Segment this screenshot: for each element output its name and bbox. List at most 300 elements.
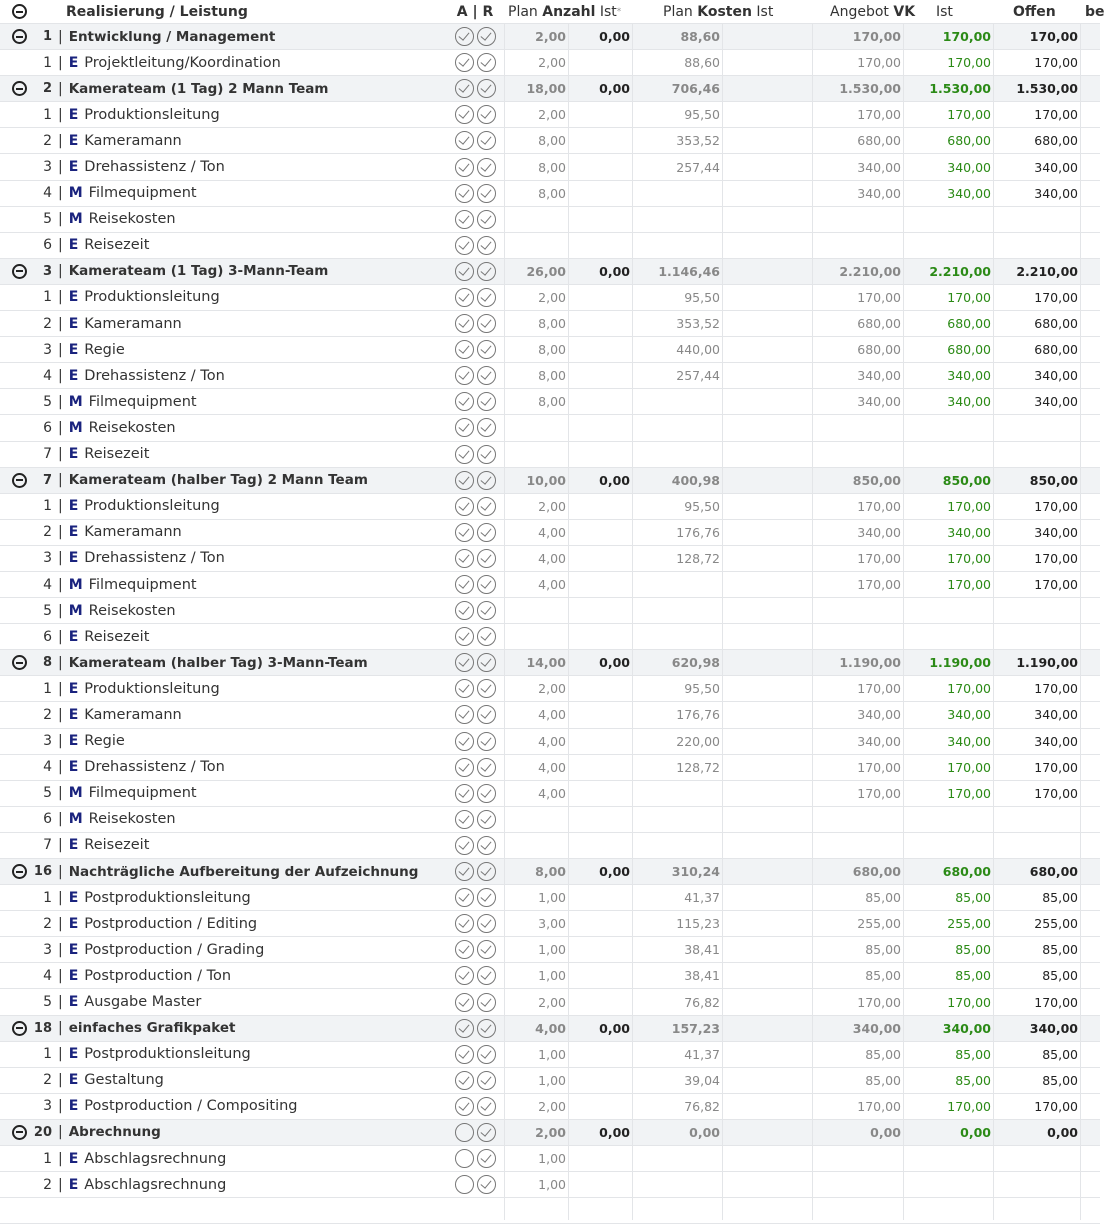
offen bbox=[994, 1146, 1078, 1171]
item-label[interactable]: Reisekosten bbox=[88, 602, 176, 619]
item-label[interactable]: Reisezeit bbox=[84, 628, 150, 645]
r-check-icon[interactable] bbox=[477, 575, 496, 594]
offen: 170,00 bbox=[1034, 681, 1078, 697]
separator: | bbox=[58, 889, 63, 906]
group-label[interactable]: Nachträgliche Aufbereitung der Aufzeichnung bbox=[68, 863, 419, 880]
row-label-cell bbox=[52, 781, 447, 806]
a-check-icon[interactable] bbox=[455, 758, 474, 777]
r-check-icon[interactable] bbox=[477, 784, 496, 803]
offen: 170,00 bbox=[1034, 785, 1078, 801]
plan-kosten: 39,04 bbox=[684, 1072, 720, 1088]
collapse-toggle[interactable] bbox=[8, 1016, 30, 1041]
row-position: 5 bbox=[43, 211, 52, 228]
ist-kosten bbox=[723, 311, 810, 336]
item-label[interactable]: Produktionsleitung bbox=[84, 289, 220, 306]
offen: 850,00 bbox=[1029, 472, 1078, 488]
r-check-icon[interactable] bbox=[477, 1149, 496, 1168]
r-check-icon[interactable] bbox=[477, 184, 496, 203]
item-row[interactable] bbox=[0, 1146, 1100, 1172]
a-check-icon[interactable] bbox=[455, 810, 474, 829]
r-check-icon[interactable] bbox=[477, 1019, 496, 1038]
item-label[interactable]: Drehassistenz / Ton bbox=[84, 367, 225, 384]
item-label[interactable]: Reisekosten bbox=[88, 211, 176, 228]
r-check-icon[interactable] bbox=[477, 288, 496, 307]
item-row[interactable] bbox=[0, 1068, 1100, 1094]
a-check-icon[interactable] bbox=[455, 653, 474, 672]
ist-anzahl: 0,00 bbox=[599, 29, 630, 45]
item-row[interactable] bbox=[0, 50, 1100, 76]
item-label[interactable]: Filmequipment bbox=[88, 576, 197, 593]
r-check-icon[interactable] bbox=[477, 105, 496, 124]
row-position: 7 bbox=[43, 837, 52, 854]
a-empty-circle-icon[interactable] bbox=[455, 1175, 474, 1194]
a-check-icon[interactable] bbox=[455, 184, 474, 203]
ar-status bbox=[455, 102, 503, 127]
angebot-vk bbox=[813, 598, 901, 623]
r-check-icon[interactable] bbox=[477, 445, 496, 464]
group-label[interactable]: Kamerateam (1 Tag) 2 Mann Team bbox=[68, 80, 329, 97]
item-label[interactable]: Drehassistenz / Ton bbox=[84, 550, 225, 567]
item-label[interactable]: Reisekosten bbox=[88, 419, 176, 436]
group-label[interactable]: Abrechnung bbox=[68, 1124, 161, 1141]
row-position: 5 bbox=[43, 785, 52, 802]
item-label[interactable]: Abschlagsrechnung bbox=[84, 1150, 227, 1167]
r-check-icon[interactable] bbox=[477, 1045, 496, 1064]
a-check-icon[interactable] bbox=[455, 523, 474, 542]
item-row[interactable] bbox=[0, 729, 1100, 755]
item-row[interactable] bbox=[0, 885, 1100, 911]
r-check-icon[interactable] bbox=[477, 27, 496, 46]
row-label-cell bbox=[52, 911, 447, 936]
collapse-toggle[interactable] bbox=[8, 859, 30, 884]
collapse-toggle[interactable] bbox=[8, 24, 30, 49]
header-ar: A | R bbox=[456, 3, 494, 20]
a-empty-circle-icon[interactable] bbox=[455, 1123, 474, 1142]
r-check-icon[interactable] bbox=[477, 549, 496, 568]
item-row[interactable] bbox=[0, 154, 1100, 180]
group-row[interactable] bbox=[0, 650, 1100, 676]
offen: 170,00 bbox=[1034, 1098, 1078, 1114]
ist-kosten bbox=[723, 546, 810, 571]
item-label[interactable]: Projektleitung/Koordination bbox=[84, 54, 281, 71]
vk-ist: 340,00 bbox=[947, 707, 991, 723]
item-row[interactable] bbox=[0, 494, 1100, 520]
item-row[interactable] bbox=[0, 181, 1100, 207]
angebot-vk bbox=[813, 1146, 901, 1171]
item-row[interactable] bbox=[0, 911, 1100, 937]
r-check-icon[interactable] bbox=[477, 601, 496, 620]
ist-anzahl bbox=[569, 1094, 630, 1119]
group-row[interactable] bbox=[0, 259, 1100, 285]
group-row[interactable] bbox=[0, 1120, 1100, 1146]
group-row[interactable] bbox=[0, 859, 1100, 885]
item-label[interactable]: Kameramann bbox=[84, 524, 182, 541]
item-label[interactable]: Ausgabe Master bbox=[84, 994, 202, 1011]
a-check-icon[interactable] bbox=[455, 366, 474, 385]
row-position: 2 bbox=[43, 132, 52, 149]
a-check-icon[interactable] bbox=[455, 1071, 474, 1090]
item-label[interactable]: Reisezeit bbox=[84, 237, 150, 254]
r-check-icon[interactable] bbox=[477, 392, 496, 411]
item-row[interactable] bbox=[0, 363, 1100, 389]
item-row[interactable] bbox=[0, 285, 1100, 311]
a-check-icon[interactable] bbox=[455, 236, 474, 255]
item-row[interactable] bbox=[0, 1094, 1100, 1120]
a-check-icon[interactable] bbox=[455, 784, 474, 803]
item-row[interactable] bbox=[0, 546, 1100, 572]
angebot-vk: 850,00 bbox=[852, 472, 901, 488]
group-label[interactable]: einfaches Grafikpaket bbox=[68, 1020, 236, 1037]
item-row[interactable] bbox=[0, 676, 1100, 702]
ist-kosten bbox=[723, 1094, 810, 1119]
ist-kosten bbox=[723, 154, 810, 179]
a-check-icon[interactable] bbox=[455, 732, 474, 751]
ar-status bbox=[455, 468, 503, 493]
row-type-letter: M bbox=[68, 811, 83, 828]
ist-anzahl: 0,00 bbox=[599, 263, 630, 279]
a-check-icon[interactable] bbox=[455, 705, 474, 724]
item-row[interactable] bbox=[0, 520, 1100, 546]
item-row[interactable] bbox=[0, 207, 1100, 233]
item-label[interactable]: Abschlagsrechnung bbox=[84, 1176, 227, 1193]
separator: | bbox=[58, 654, 63, 671]
item-label[interactable]: Postproduction / Ton bbox=[84, 967, 232, 984]
item-label[interactable]: Produktionsleitung bbox=[84, 498, 220, 515]
row-label-cell bbox=[52, 102, 447, 127]
r-check-icon[interactable] bbox=[477, 236, 496, 255]
r-check-icon[interactable] bbox=[477, 1071, 496, 1090]
vk-ist: 340,00 bbox=[947, 159, 991, 175]
r-check-icon[interactable] bbox=[477, 53, 496, 72]
row-position: 1 bbox=[43, 889, 52, 906]
ist-kosten bbox=[723, 76, 810, 101]
item-label[interactable]: Postproduktionsleitung bbox=[84, 1046, 251, 1063]
item-label[interactable]: Produktionsleitung bbox=[84, 106, 220, 123]
plan-anzahl: 4,00 bbox=[538, 733, 566, 749]
ist-kosten bbox=[723, 1042, 810, 1067]
a-check-icon[interactable] bbox=[455, 392, 474, 411]
group-row[interactable] bbox=[0, 468, 1100, 494]
a-check-icon[interactable] bbox=[455, 549, 474, 568]
angebot-vk: 2.210,00 bbox=[839, 263, 901, 279]
ist-anzahl bbox=[569, 572, 630, 597]
plan-anzahl: 4,00 bbox=[535, 1020, 566, 1036]
item-row[interactable] bbox=[0, 937, 1100, 963]
vk-ist bbox=[904, 833, 991, 858]
item-row[interactable] bbox=[0, 833, 1100, 859]
r-check-icon[interactable] bbox=[477, 262, 496, 281]
a-check-icon[interactable] bbox=[455, 210, 474, 229]
a-check-icon[interactable] bbox=[455, 53, 474, 72]
item-row[interactable] bbox=[0, 572, 1100, 598]
item-row[interactable] bbox=[0, 963, 1100, 989]
plan-anzahl: 2,00 bbox=[535, 1124, 566, 1140]
a-check-icon[interactable] bbox=[455, 340, 474, 359]
item-row[interactable] bbox=[0, 624, 1100, 650]
r-check-icon[interactable] bbox=[477, 210, 496, 229]
a-check-icon[interactable] bbox=[455, 27, 474, 46]
collapse-toggle[interactable] bbox=[8, 76, 30, 101]
item-label[interactable]: Filmequipment bbox=[88, 785, 197, 802]
row-type-letter: E bbox=[68, 1098, 79, 1115]
r-check-icon[interactable] bbox=[477, 758, 496, 777]
item-label[interactable]: Filmequipment bbox=[88, 185, 197, 202]
item-row[interactable] bbox=[0, 755, 1100, 781]
vk-ist: 680,00 bbox=[947, 133, 991, 149]
a-check-icon[interactable] bbox=[455, 497, 474, 516]
ist-kosten bbox=[723, 415, 810, 440]
r-check-icon[interactable] bbox=[477, 418, 496, 437]
row-type-letter: E bbox=[68, 706, 79, 723]
plan-kosten: 88,60 bbox=[684, 55, 720, 71]
ar-status bbox=[455, 494, 503, 519]
a-check-icon[interactable] bbox=[455, 836, 474, 855]
row-position: 6 bbox=[43, 628, 52, 645]
ar-status bbox=[455, 24, 503, 49]
item-row[interactable] bbox=[0, 128, 1100, 154]
ist-anzahl bbox=[569, 1172, 630, 1197]
a-check-icon[interactable] bbox=[455, 966, 474, 985]
a-check-icon[interactable] bbox=[455, 471, 474, 490]
r-check-icon[interactable] bbox=[477, 679, 496, 698]
ar-status bbox=[455, 50, 503, 75]
r-check-icon[interactable] bbox=[477, 314, 496, 333]
item-label[interactable]: Reisekosten bbox=[88, 811, 176, 828]
item-label[interactable]: Kameramann bbox=[84, 706, 182, 723]
item-label[interactable]: Kameramann bbox=[84, 132, 182, 149]
offen: 85,00 bbox=[1042, 890, 1078, 906]
item-label[interactable]: Drehassistenz / Ton bbox=[84, 759, 225, 776]
a-check-icon[interactable] bbox=[455, 445, 474, 464]
angebot-vk bbox=[813, 233, 901, 258]
offen bbox=[994, 807, 1078, 832]
plan-kosten: 41,37 bbox=[684, 890, 720, 906]
separator: | bbox=[58, 54, 63, 71]
angebot-vk: 85,00 bbox=[865, 1072, 901, 1088]
item-row[interactable] bbox=[0, 781, 1100, 807]
plan-kosten: 220,00 bbox=[676, 733, 720, 749]
row-position: 3 bbox=[43, 1098, 52, 1115]
row-type-letter: E bbox=[68, 1072, 79, 1089]
offen: 85,00 bbox=[1042, 968, 1078, 984]
collapse-toggle[interactable] bbox=[8, 468, 30, 493]
a-check-icon[interactable] bbox=[455, 131, 474, 150]
item-label[interactable]: Postproduction / Grading bbox=[84, 941, 265, 958]
ar-status bbox=[455, 1094, 503, 1119]
a-check-icon[interactable] bbox=[455, 158, 474, 177]
group-label[interactable]: Kamerateam (1 Tag) 3-Mann-Team bbox=[68, 263, 329, 280]
a-check-icon[interactable] bbox=[455, 888, 474, 907]
r-check-icon[interactable] bbox=[477, 914, 496, 933]
vk-ist: 170,00 bbox=[947, 107, 991, 123]
ist-kosten bbox=[723, 520, 810, 545]
angebot-vk: 170,00 bbox=[857, 681, 901, 697]
r-check-icon[interactable] bbox=[477, 888, 496, 907]
r-check-icon[interactable] bbox=[477, 471, 496, 490]
collapse-toggle[interactable] bbox=[8, 1120, 30, 1145]
a-check-icon[interactable] bbox=[455, 105, 474, 124]
item-row[interactable] bbox=[0, 415, 1100, 441]
vk-ist: 85,00 bbox=[955, 1072, 991, 1088]
plan-kosten: 353,52 bbox=[676, 133, 720, 149]
a-check-icon[interactable] bbox=[455, 1019, 474, 1038]
item-row[interactable] bbox=[0, 989, 1100, 1015]
a-check-icon[interactable] bbox=[455, 993, 474, 1012]
r-check-icon[interactable] bbox=[477, 523, 496, 542]
group-label[interactable]: Kamerateam (halber Tag) 3-Mann-Team bbox=[68, 654, 368, 671]
item-label[interactable]: Postproduktionsleitung bbox=[84, 889, 251, 906]
plan-anzahl: 1,00 bbox=[538, 1151, 566, 1167]
separator: | bbox=[58, 785, 63, 802]
plan-kosten bbox=[633, 781, 720, 806]
item-row[interactable] bbox=[0, 1042, 1100, 1068]
row-position: 4 bbox=[43, 759, 52, 776]
r-check-icon[interactable] bbox=[477, 1123, 496, 1142]
item-label[interactable]: Drehassistenz / Ton bbox=[84, 159, 225, 176]
a-check-icon[interactable] bbox=[455, 314, 474, 333]
item-row[interactable] bbox=[0, 598, 1100, 624]
offen: 2.210,00 bbox=[1016, 263, 1078, 279]
r-check-icon[interactable] bbox=[477, 340, 496, 359]
ist-kosten bbox=[723, 442, 810, 467]
item-label[interactable]: Filmequipment bbox=[88, 393, 197, 410]
ar-status bbox=[455, 885, 503, 910]
r-check-icon[interactable] bbox=[477, 627, 496, 646]
ist-anzahl bbox=[569, 494, 630, 519]
item-row[interactable] bbox=[0, 389, 1100, 415]
a-check-icon[interactable] bbox=[455, 1045, 474, 1064]
ist-anzahl bbox=[569, 389, 630, 414]
r-check-icon[interactable] bbox=[477, 131, 496, 150]
row-position: 1 bbox=[42, 29, 52, 45]
plan-anzahl: 8,00 bbox=[538, 185, 566, 201]
item-label[interactable]: Regie bbox=[84, 341, 125, 358]
a-check-icon[interactable] bbox=[455, 288, 474, 307]
collapse-all-toggle[interactable] bbox=[8, 0, 30, 23]
item-label[interactable]: Postproduction / Editing bbox=[84, 915, 258, 932]
r-check-icon[interactable] bbox=[477, 79, 496, 98]
angebot-vk bbox=[813, 833, 901, 858]
a-check-icon[interactable] bbox=[455, 679, 474, 698]
ist-kosten bbox=[723, 937, 810, 962]
row-label-cell bbox=[52, 1068, 447, 1093]
group-label[interactable]: Kamerateam (halber Tag) 2 Mann Team bbox=[68, 472, 368, 489]
separator: | bbox=[58, 680, 63, 697]
a-check-icon[interactable] bbox=[455, 418, 474, 437]
r-check-icon[interactable] bbox=[477, 966, 496, 985]
ist-kosten bbox=[723, 859, 810, 884]
item-label[interactable]: Reisezeit bbox=[84, 837, 150, 854]
separator: | bbox=[58, 159, 63, 176]
item-label[interactable]: Kameramann bbox=[84, 315, 182, 332]
plan-kosten: 38,41 bbox=[684, 968, 720, 984]
collapse-toggle[interactable] bbox=[8, 259, 30, 284]
row-position: 3 bbox=[43, 941, 52, 958]
r-check-icon[interactable] bbox=[477, 836, 496, 855]
r-check-icon[interactable] bbox=[477, 1175, 496, 1194]
ar-status bbox=[455, 676, 503, 701]
a-check-icon[interactable] bbox=[455, 914, 474, 933]
group-row[interactable] bbox=[0, 1016, 1100, 1042]
row-position: 1 bbox=[43, 106, 52, 123]
row-type-letter: E bbox=[68, 498, 79, 515]
row-label-cell bbox=[52, 1146, 447, 1171]
plan-anzahl: 1,00 bbox=[538, 942, 566, 958]
a-check-icon[interactable] bbox=[455, 940, 474, 959]
separator: | bbox=[58, 1176, 63, 1193]
ist-kosten bbox=[723, 1146, 810, 1171]
ist-kosten bbox=[723, 389, 810, 414]
group-label[interactable]: Entwicklung / Management bbox=[68, 28, 276, 45]
item-label[interactable]: Regie bbox=[84, 733, 125, 750]
a-check-icon[interactable] bbox=[455, 601, 474, 620]
a-check-icon[interactable] bbox=[455, 262, 474, 281]
offen: 85,00 bbox=[1042, 1046, 1078, 1062]
offen bbox=[994, 833, 1078, 858]
a-check-icon[interactable] bbox=[455, 1097, 474, 1116]
offen bbox=[994, 624, 1078, 649]
angebot-vk: 340,00 bbox=[857, 733, 901, 749]
item-label[interactable]: Postproduction / Compositing bbox=[84, 1098, 298, 1115]
r-check-icon[interactable] bbox=[477, 1097, 496, 1116]
plan-anzahl: 26,00 bbox=[526, 263, 566, 279]
r-check-icon[interactable] bbox=[477, 497, 496, 516]
item-label[interactable]: Reisezeit bbox=[84, 446, 150, 463]
item-row[interactable] bbox=[0, 233, 1100, 259]
a-check-icon[interactable] bbox=[455, 627, 474, 646]
item-row[interactable] bbox=[0, 337, 1100, 363]
r-check-icon[interactable] bbox=[477, 705, 496, 724]
item-row[interactable] bbox=[0, 1172, 1100, 1198]
a-empty-circle-icon[interactable] bbox=[455, 1149, 474, 1168]
row-position: 7 bbox=[43, 446, 52, 463]
item-row[interactable] bbox=[0, 807, 1100, 833]
ist-anzahl: 0,00 bbox=[599, 1020, 630, 1036]
item-label[interactable]: Gestaltung bbox=[84, 1072, 164, 1089]
item-row[interactable] bbox=[0, 102, 1100, 128]
item-label[interactable]: Produktionsleitung bbox=[84, 680, 220, 697]
a-check-icon[interactable] bbox=[455, 862, 474, 881]
plan-kosten: 353,52 bbox=[676, 316, 720, 332]
plan-kosten bbox=[633, 207, 720, 232]
plan-anzahl: 2,00 bbox=[535, 29, 566, 45]
a-check-icon[interactable] bbox=[455, 79, 474, 98]
r-check-icon[interactable] bbox=[477, 862, 496, 881]
ist-kosten bbox=[723, 650, 810, 675]
group-row[interactable] bbox=[0, 24, 1100, 50]
ist-anzahl: 0,00 bbox=[599, 472, 630, 488]
r-check-icon[interactable] bbox=[477, 810, 496, 829]
a-check-icon[interactable] bbox=[455, 575, 474, 594]
angebot-vk bbox=[813, 1172, 901, 1197]
r-check-icon[interactable] bbox=[477, 732, 496, 751]
offen: 340,00 bbox=[1034, 524, 1078, 540]
plan-anzahl: 1,00 bbox=[538, 1177, 566, 1193]
group-row[interactable] bbox=[0, 76, 1100, 102]
row-position: 3 bbox=[43, 550, 52, 567]
ist-anzahl bbox=[569, 624, 630, 649]
collapse-toggle[interactable] bbox=[8, 650, 30, 675]
vk-ist: 85,00 bbox=[955, 942, 991, 958]
item-row[interactable] bbox=[0, 311, 1100, 337]
r-check-icon[interactable] bbox=[477, 653, 496, 672]
r-check-icon[interactable] bbox=[477, 158, 496, 177]
item-row[interactable] bbox=[0, 442, 1100, 468]
r-check-icon[interactable] bbox=[477, 993, 496, 1012]
r-check-icon[interactable] bbox=[477, 366, 496, 385]
r-check-icon[interactable] bbox=[477, 940, 496, 959]
item-row[interactable] bbox=[0, 702, 1100, 728]
